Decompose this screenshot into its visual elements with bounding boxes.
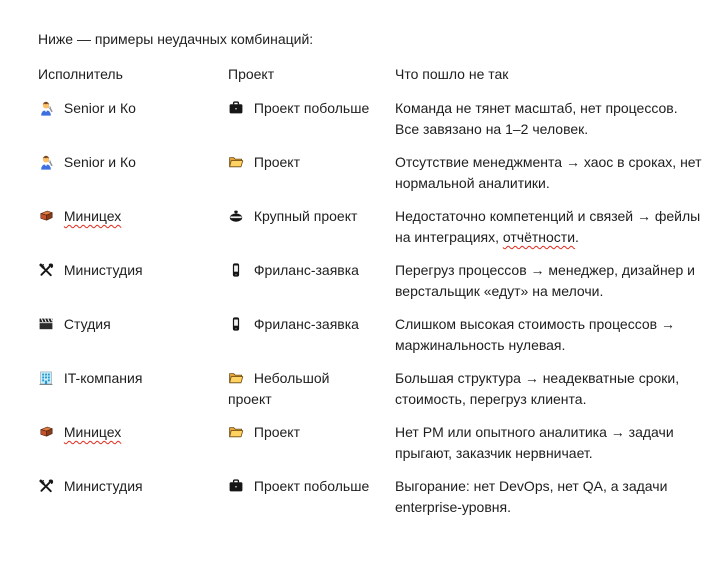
table-header-row (38, 64, 702, 85)
issue-misspelled-word: отчётности (502, 229, 576, 245)
table-row (38, 422, 702, 464)
header-executor: Исполнитель (38, 66, 123, 82)
project-label: Фриланс-заявка (253, 262, 359, 278)
table-row (38, 260, 702, 302)
table-row (38, 206, 702, 248)
mechanic-icon (38, 100, 54, 116)
executor-cell (38, 206, 228, 248)
project-label: Проект (253, 424, 301, 440)
mobile-phone-icon (228, 262, 244, 278)
project-label: Проект (253, 154, 301, 170)
intro-text: Ниже — примеры неудачных комбинаций: (38, 31, 314, 47)
header-project: Проект (228, 66, 275, 82)
executor-label: IT-компания (63, 370, 143, 386)
executor-cell (38, 422, 228, 464)
table-row (38, 98, 702, 140)
brick-icon (38, 208, 54, 224)
project-cell (228, 476, 395, 518)
project-cell (228, 152, 395, 194)
table-row (38, 152, 702, 194)
hammer-wrench-icon (38, 478, 54, 494)
table-row (38, 314, 702, 356)
clapperboard-icon (38, 316, 54, 332)
executor-cell (38, 260, 228, 302)
executor-label: Senior и Ко (63, 100, 136, 116)
issue-text: Команда не тянет масштаб, нет процессов. Все завязано на 1–2 человек. (395, 100, 678, 137)
brick-icon (38, 424, 54, 440)
issue-text (395, 206, 702, 248)
issue-text: Большая структура → неадекватные сроки, стоимость, перегруз клиента. (395, 370, 680, 407)
project-cell (228, 98, 395, 140)
project-label: Фриланс-заявка (253, 316, 359, 332)
executor-label: Министудия (63, 478, 143, 494)
office-building-icon (38, 370, 54, 386)
executor-label: Миницех (63, 208, 122, 224)
executor-cell (38, 98, 228, 140)
open-folder-icon (228, 154, 244, 170)
mechanic-icon (38, 154, 54, 170)
briefcase-icon (228, 100, 244, 116)
executor-label: Министудия (63, 262, 143, 278)
issue-text: Выгорание: нет DevOps, нет QA, а задачи enterprise-уровня. (395, 478, 668, 515)
issue-text: Нет PM или опытного аналитика → задачи прыгают, заказчик нервничает. (395, 424, 674, 461)
issue-text: Отсутствие менеджмента → хаос в сроках, нет нормальной аналитики. (395, 154, 702, 191)
issue-text-part: . (575, 229, 579, 245)
issue-text: Слишком высокая стоимость процессов → маржинальность нулевая. (395, 316, 675, 353)
project-cell (228, 260, 395, 302)
executor-label: Миницех (63, 424, 122, 440)
executor-cell (38, 314, 228, 356)
project-cell (228, 422, 395, 464)
executor-cell (38, 476, 228, 518)
issue-text-part: Недостаточно компетенций и связей → фейлы на интеграциях, (395, 208, 701, 245)
table-row (38, 476, 702, 518)
project-cell (228, 206, 395, 248)
issue-text: Перегруз процессов → менеджер, дизайнер и верстальщик «едут» на мелочи. (395, 262, 695, 299)
briefcase-icon (228, 478, 244, 494)
curling-stone-icon (228, 208, 244, 224)
executor-label: Senior и Ко (63, 154, 136, 170)
project-label: Проект побольше (253, 478, 370, 494)
open-folder-icon (228, 370, 244, 386)
project-label: Крупный проект (253, 208, 358, 224)
executor-cell (38, 152, 228, 194)
header-issue: Что пошло не так (395, 66, 509, 82)
table-row (38, 368, 702, 410)
project-cell (228, 368, 370, 410)
hammer-wrench-icon (38, 262, 54, 278)
project-label: Проект побольше (253, 100, 370, 116)
executor-cell (38, 368, 228, 410)
project-cell (228, 314, 395, 356)
mobile-phone-icon (228, 316, 244, 332)
open-folder-icon (228, 424, 244, 440)
executor-label: Студия (63, 316, 111, 332)
project-label: Небольшой проект (228, 370, 330, 407)
